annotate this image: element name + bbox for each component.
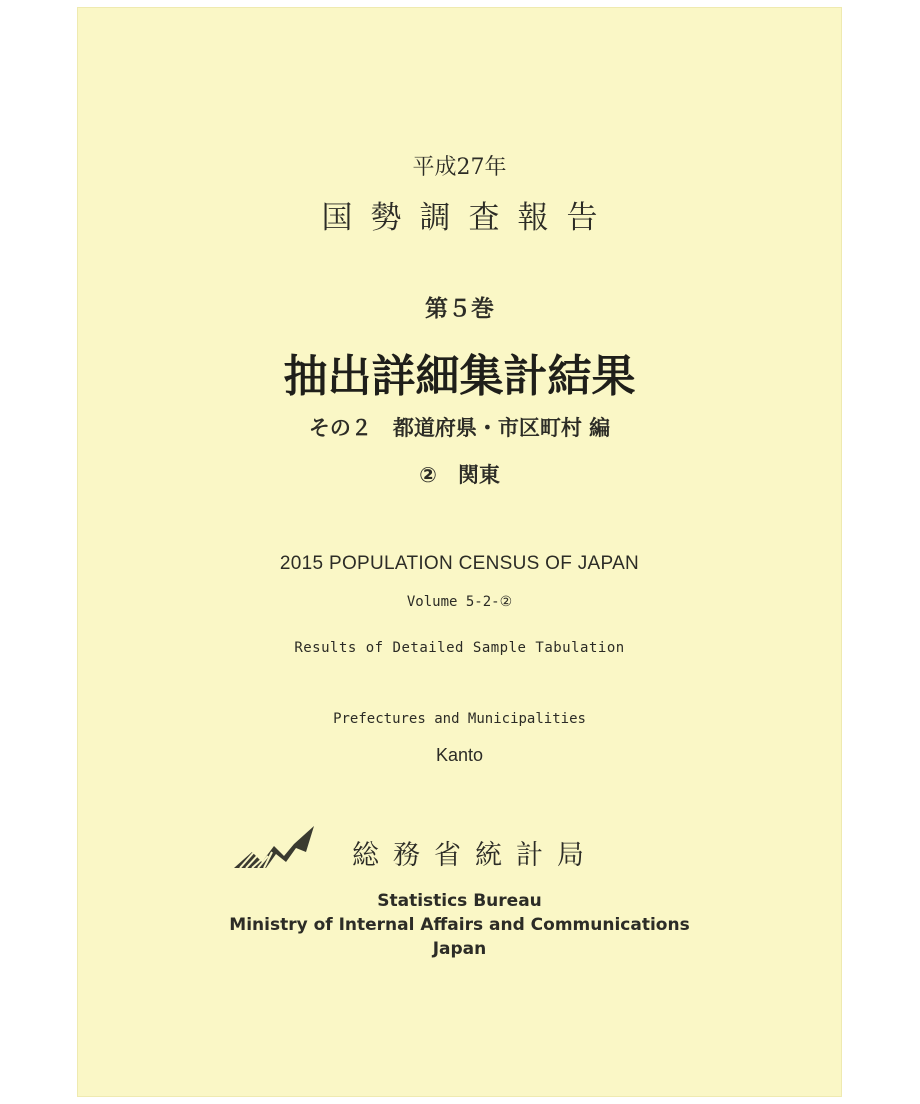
part-label: その２ 都道府県・市区町村 編	[308, 416, 611, 440]
volume-label: 第５巻	[425, 296, 494, 322]
main-title: 抽出詳細集計結果	[283, 351, 636, 402]
cover-page	[77, 7, 842, 1097]
report-title: 国勢調査報告	[321, 200, 616, 236]
english-prefectures: Prefectures and Municipalities	[333, 711, 586, 727]
publisher-name-jp: 総務省統計局	[352, 840, 598, 871]
english-title: 2015 POPULATION CENSUS OF JAPAN	[279, 553, 640, 574]
english-volume: Volume 5-2-②	[406, 594, 513, 610]
english-region: Kanto	[435, 745, 484, 765]
publisher-ministry-en: Ministry of Internal Affairs and Communications	[229, 915, 690, 935]
statistics-bureau-logo	[232, 822, 317, 872]
region-label: ② 関東	[419, 463, 500, 487]
english-results: Results of Detailed Sample Tabulation	[294, 640, 625, 656]
publisher-bureau-en: Statistics Bureau	[377, 891, 542, 911]
publisher-country-en: Japan	[432, 939, 487, 959]
era-year: 平成27年	[412, 155, 507, 180]
